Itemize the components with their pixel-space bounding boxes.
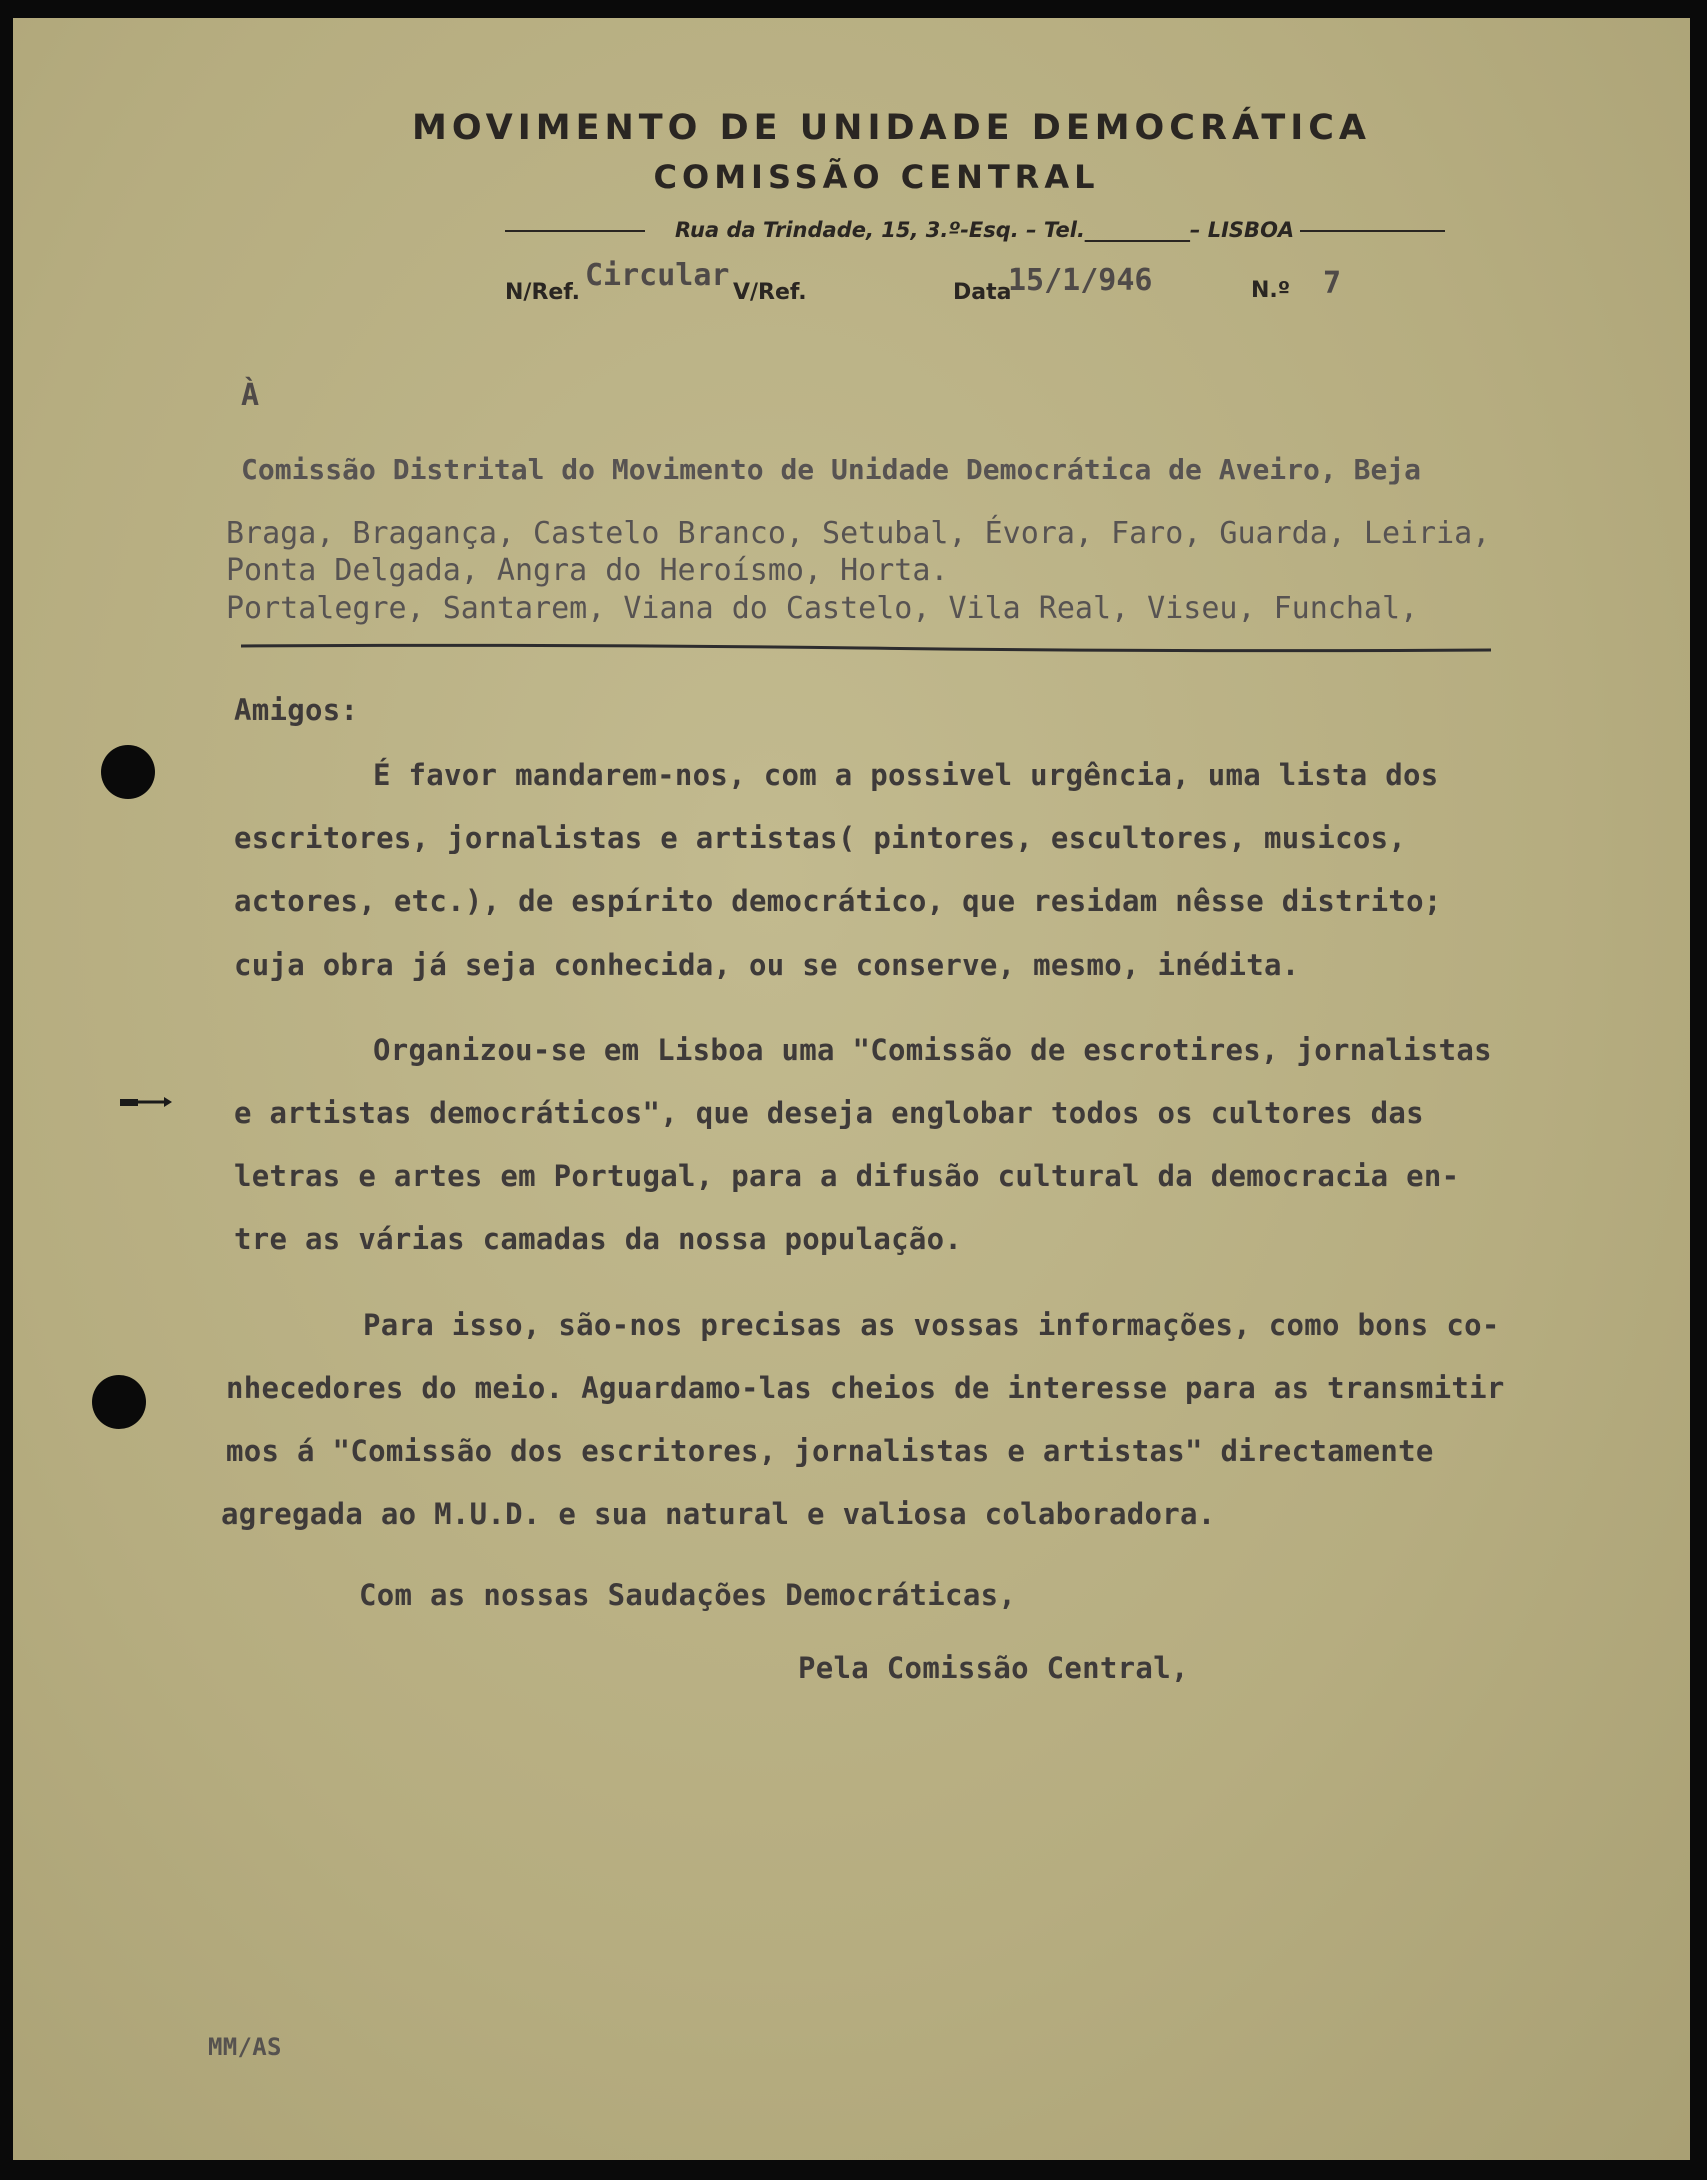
arrow-mark-icon: [120, 1094, 172, 1110]
paragraph-line: cuja obra já seja conhecida, ou se conserve, mesmo, inédita.: [234, 948, 1300, 982]
recipient-line-4: Portalegre, Santarem, Viana do Castelo, Vila Real, Viseu, Funchal,: [226, 591, 1419, 626]
paragraph-line: Organizou-se em Lisboa uma "Comissão de escrotires, jornalistas: [373, 1033, 1492, 1067]
address-text: Rua da Trindade, 15, 3.º-Esq. – Tel.__________– LISBOA: [675, 218, 1295, 242]
recipient-line-3: Ponta Delgada, Angra do Heroísmo, Horta.: [226, 553, 949, 588]
paragraph-line: mos á "Comissão dos escritores, jornalistas e artistas" directamente: [226, 1434, 1434, 1468]
recipient-line-2: Braga, Bragança, Castelo Branco, Setubal, Évora, Faro, Guarda, Leiria,: [226, 516, 1491, 551]
v-ref-label: V/Ref.: [733, 280, 807, 305]
paragraph-line: tre as várias camadas da nossa população.: [234, 1222, 963, 1256]
number-value: 7: [1323, 266, 1342, 301]
handwritten-underline: [241, 643, 1491, 653]
address-line: [505, 210, 1445, 250]
right-rule: [1300, 230, 1445, 232]
date-value: 15/1/946: [1008, 263, 1153, 298]
number-label: N.º: [1251, 278, 1291, 303]
left-rule: [505, 230, 645, 232]
paragraph-line: É favor mandarem-nos, com a possivel urgência, uma lista dos: [373, 758, 1439, 792]
paragraph-line: letras e artes em Portugal, para a difusão cultural da democracia en-: [234, 1159, 1460, 1193]
paragraph-line: escritores, jornalistas e artistas( pintores, escultores, musicos,: [234, 821, 1407, 855]
n-ref-label: N/Ref.: [505, 280, 581, 305]
paragraph-line: actores, etc.), de espírito democrático, que residam nêsse distrito;: [234, 884, 1442, 918]
typist-initials: MM/AS: [208, 2033, 282, 2061]
paragraph-line: nhecedores do meio. Aguardamo-las cheios de interesse para as transmitir: [226, 1371, 1505, 1405]
recipient-prefix: À: [241, 378, 260, 413]
punch-hole-bottom: [92, 1375, 146, 1429]
date-label: Data: [953, 280, 1012, 305]
n-ref-value: Circular: [585, 258, 730, 293]
organization-subtitle: COMISSÃO CENTRAL: [653, 158, 1100, 196]
closing-line: Com as nossas Saudações Democráticas,: [359, 1578, 1017, 1612]
salutation: Amigos:: [234, 693, 359, 727]
recipient-line-1: Comissão Distrital do Movimento de Unidade Democrática de Aveiro, Beja: [241, 453, 1422, 486]
organization-title: MOVIMENTO DE UNIDADE DEMOCRÁTICA: [412, 108, 1371, 148]
paragraph-line: e artistas democráticos", que deseja englobar todos os cultores das: [234, 1096, 1424, 1130]
signature-line: Pela Comissão Central,: [798, 1651, 1189, 1685]
paragraph-line: Para isso, são-nos precisas as vossas informações, como bons co-: [363, 1308, 1500, 1342]
document-page: [13, 18, 1690, 2160]
paragraph-line: agregada ao M.U.D. e sua natural e valiosa colaboradora.: [221, 1497, 1216, 1531]
punch-hole-top: [101, 745, 155, 799]
